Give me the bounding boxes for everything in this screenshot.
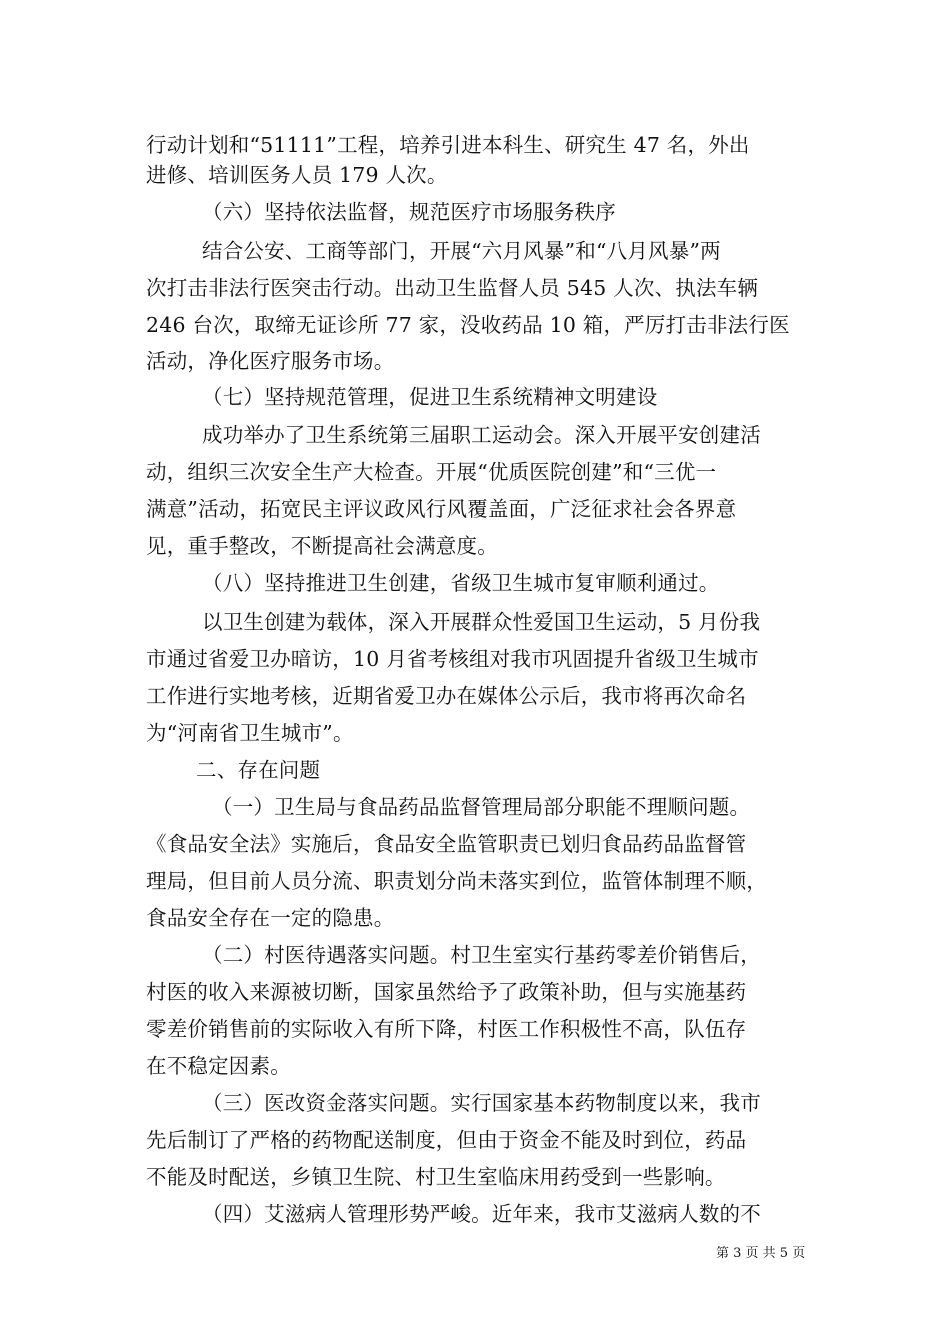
section-heading: （三）医改资金落实问题。实行国家基本药物制度以来，我市	[202, 1091, 761, 1115]
text-line: 满意”活动，拓宽民主评议政风行风覆盖面，广泛征求社会各界意	[146, 497, 737, 521]
text-line: 为“河南省卫生城市”。	[146, 721, 354, 745]
text-line: 《食品安全法》实施后，食品安全监管职责已划归食品药品监督管	[146, 832, 747, 856]
text-line: 在不稳定因素。	[146, 1054, 291, 1078]
text-line: 行动计划和“51111”工程，培养引进本科生、研究生 47 名，外出	[146, 133, 750, 157]
text-line: 先后制订了严格的药物配送制度，但由于资金不能及时到位，药品	[146, 1128, 747, 1152]
text-line: 进修、培训医务人员 179 人次。	[146, 163, 448, 187]
text-line: 以卫生创建为载体，深入开展群众性爱国卫生运动，5 月份我	[202, 610, 761, 634]
text-line: 理局，但目前人员分流、职责划分尚未落实到位，监管体制理不顺，	[146, 869, 767, 893]
section-heading: （二）村医待遇落实问题。村卫生室实行基药零差价销售后，	[202, 943, 761, 967]
text-line: 见，重手整改，不断提高社会满意度。	[146, 534, 498, 558]
text-line: 零差价销售前的实际收入有所下降，村医工作积极性不高，队伍存	[146, 1017, 747, 1041]
section-heading: （四）艾滋病人管理形势严峻。近年来，我市艾滋病人数的不	[202, 1202, 761, 1226]
section-heading: （一）卫生局与食品药品监督管理局部分职能不理顺问题。	[212, 795, 751, 819]
text-line: 村医的收入来源被切断，国家虽然给予了政策补助，但与实施基药	[146, 980, 747, 1004]
text-line: 市通过省爱卫办暗访，10 月省考核组对我市巩固提升省级卫生城市	[146, 647, 759, 671]
text-line: 结合公安、工商等部门，开展“六月风暴”和“八月风暴”两	[202, 239, 721, 263]
text-line: 动，组织三次安全生产大检查。开展“优质医院创建”和“三优一	[146, 460, 717, 484]
section-heading: 二、存在问题	[196, 758, 321, 782]
text-line: 成功举办了卫生系统第三届职工运动会。深入开展平安创建活	[202, 423, 761, 447]
section-heading: （六）坚持依法监督，规范医疗市场服务秩序	[202, 200, 616, 224]
text-line: 次打击非法行医突击行动。出动卫生监督人员 545 人次、执法车辆	[146, 276, 759, 300]
page-number: 第 3 页 共 5 页	[716, 1246, 806, 1261]
text-line: 工作进行实地考核，近期省爱卫办在媒体公示后，我市将再次命名	[146, 684, 747, 708]
section-heading: （七）坚持规范管理，促进卫生系统精神文明建设	[202, 385, 658, 409]
text-line: 不能及时配送，乡镇卫生院、村卫生室临床用药受到一些影响。	[146, 1165, 726, 1189]
text-line: 246 台次，取缔无证诊所 77 家，没收药品 10 箱，严厉打击非法行医	[146, 313, 790, 337]
text-line: 活动，净化医疗服务市场。	[146, 349, 395, 373]
section-heading: （八）坚持推进卫生创建，省级卫生城市复审顺利通过。	[202, 571, 720, 595]
text-line: 食品安全存在一定的隐患。	[146, 906, 395, 930]
